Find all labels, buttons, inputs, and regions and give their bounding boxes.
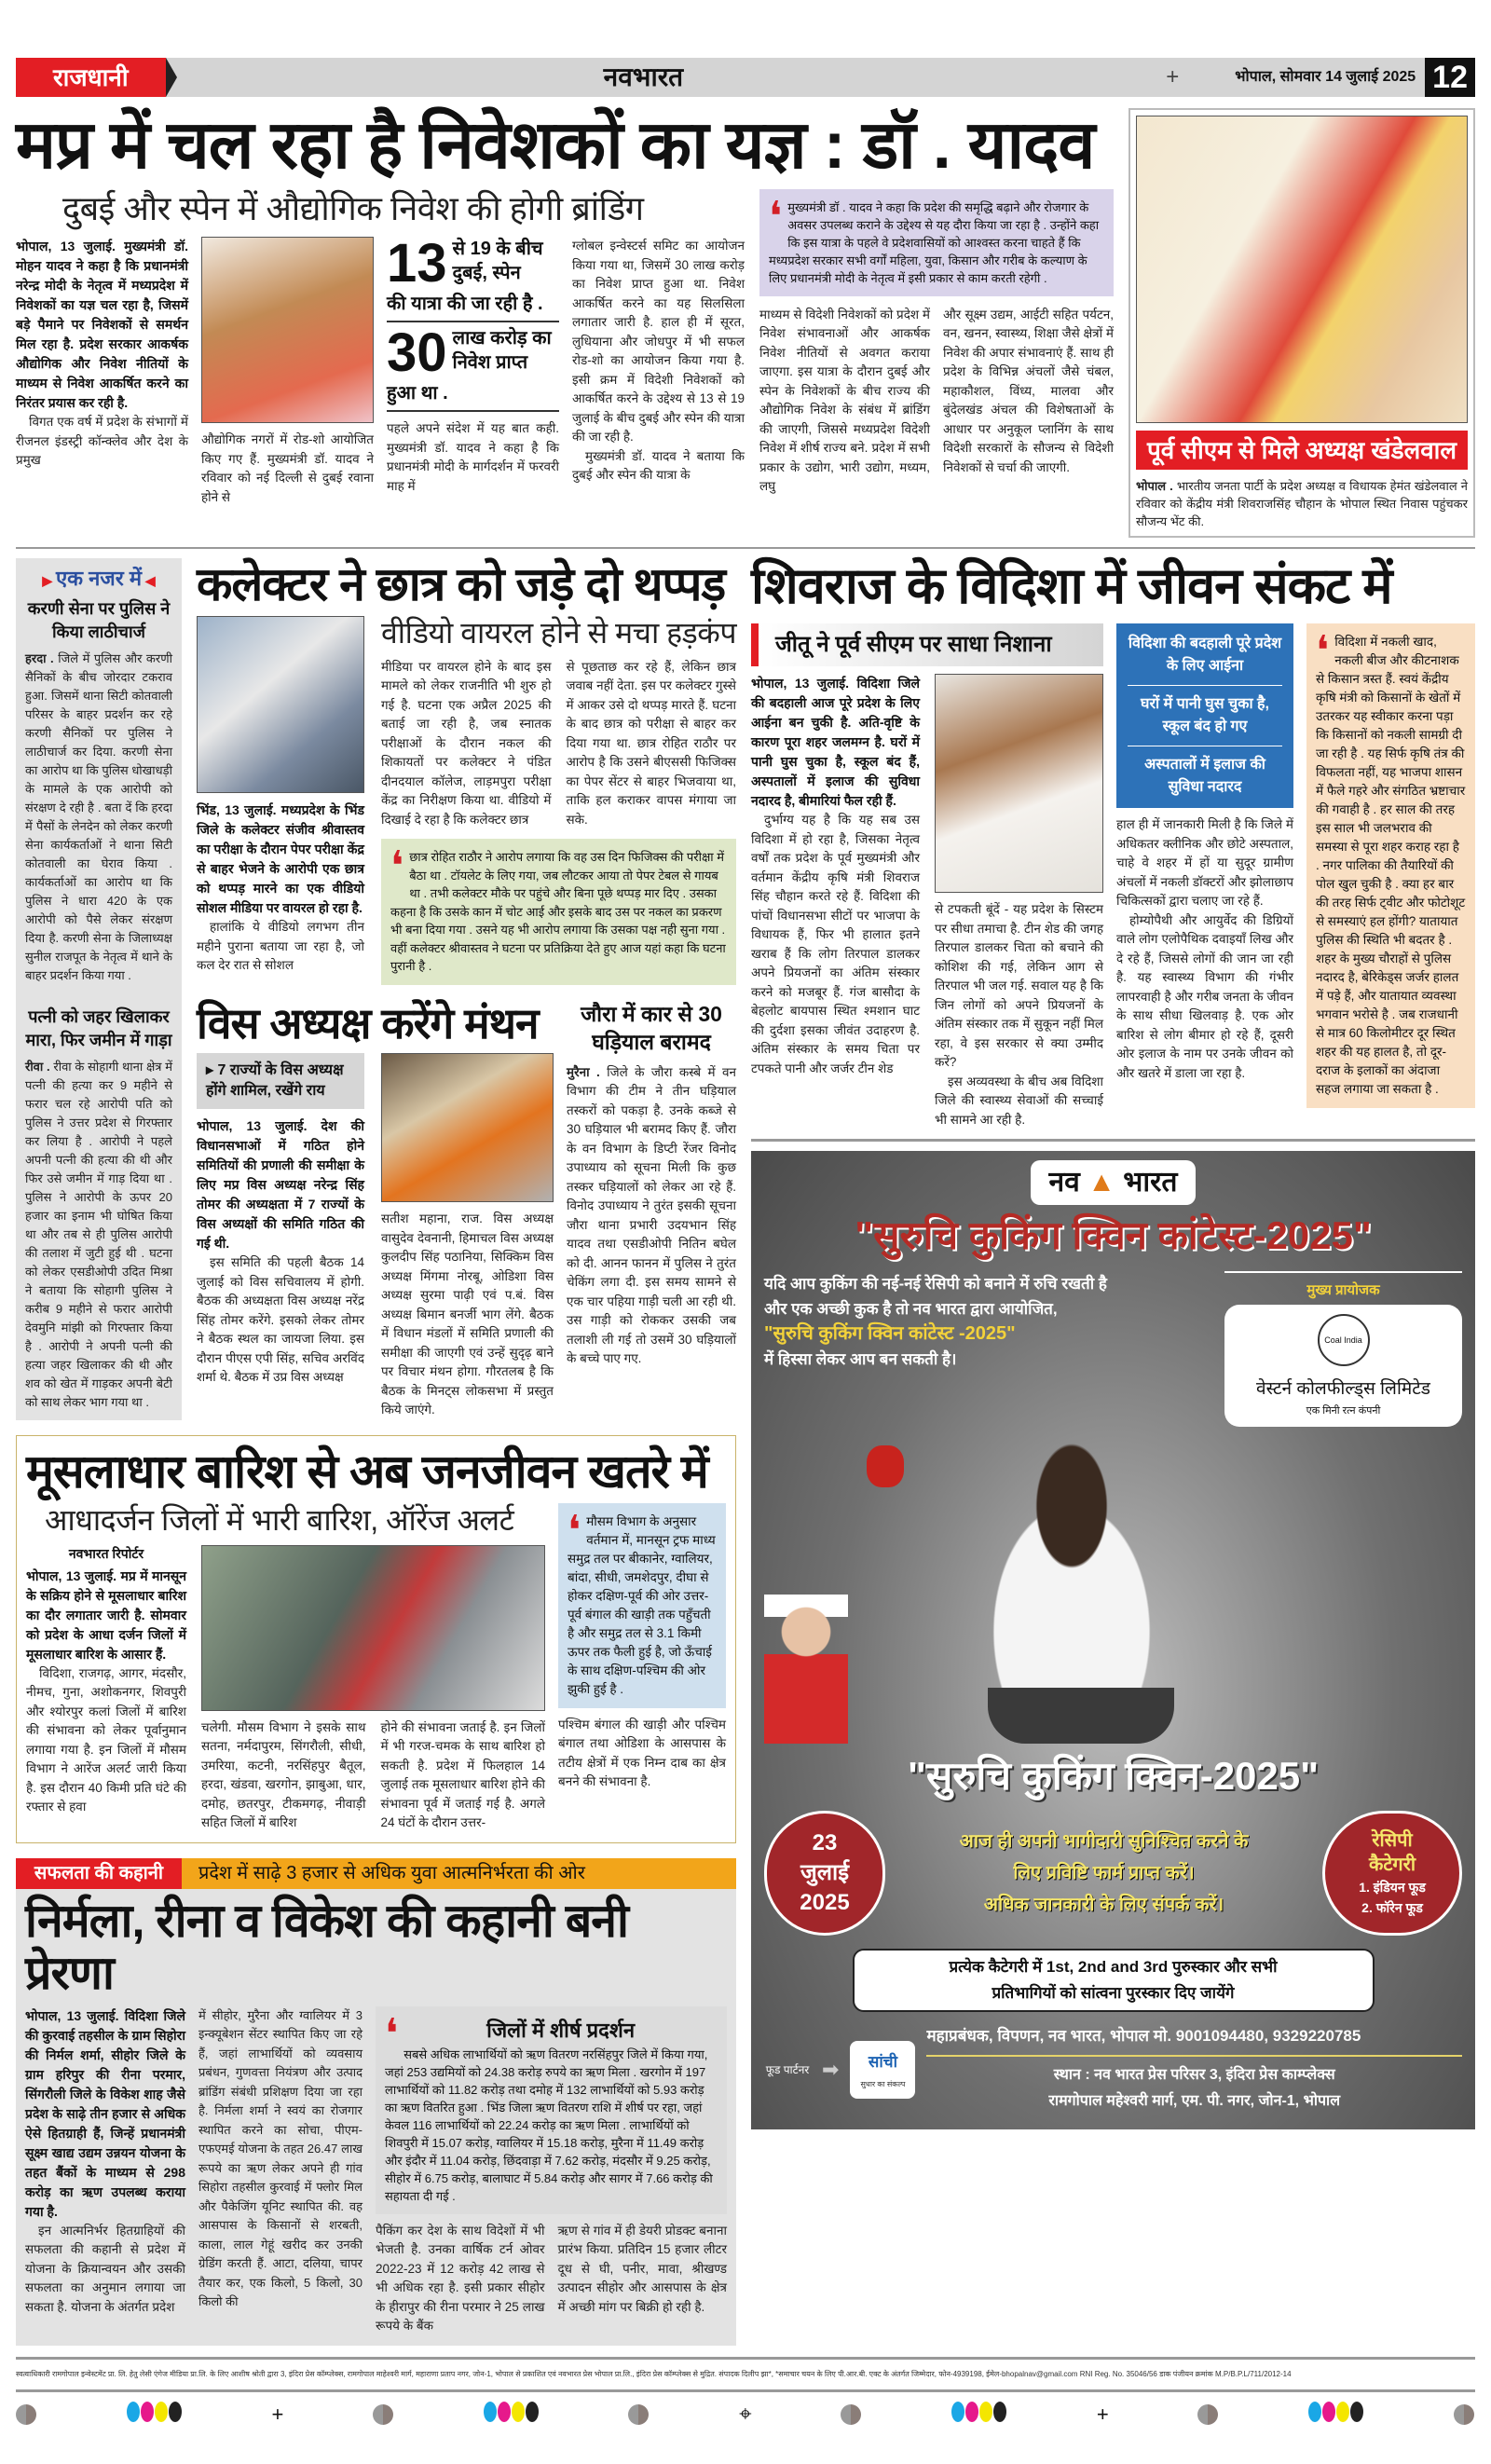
grey-dot-icon [628,2404,649,2425]
success-quote-box: ❛ जिलों में शीर्ष प्रदर्शन सबसे अधिक लाभार्थियों को ऋण वितरण नरसिंहपुर जिले में किया गया, जहां 253 उद्यमियों को 24.38 करोड़ रुपये का ऋण मिला . खरगोन में 197 लाभार्थियों को 11.82 करोड़ तथा दमोह में 132 लाभार्थियों को 5.93 करोड़ का ऋण वितरित हुआ . भिंड जिला ऋण वितरण राशि में शीर्ष पर रहा, जहां केवल 116 लाभार्थियों को 22.24 करोड़ का ऋण मिला . लाभार्थियों को शिवपुरी में 15.07 करोड़, ग्वालियर में 15.18 करोड़, मुरैना में 11.49 करोड़ और इंदौर में 11.04 करोड़, छिंदवाड़ा में 7.62 करोड़, मंदसौर में 9.25 करोड़, सीहोर में 6.75 करोड़, बालाघाट में 5.84 करोड़ और सागर में 7.66 करोड़ की सहायता दी गई . [376,2006,727,2214]
vis-headline: विस अध्यक्ष करेंगे मंथन [197,998,539,1047]
sidebar-text: जिले में पुलिस और करणी सैनिकों के बीच जोरदार टकराव हुआ. जिसमें थाना सिटी कोतवाली परिसर के बाहर प्रदर्शन कर रहे करणी सैनिकों पर पुलिस ने लाठीचार्ज कर दिया. करणी सेना का आरोप था कि पुलिस धोखाधड़ी के मामले के एक आरोपी को संरक्षण दे रही है . बता दें कि हरदा में पैसों के लेनदेन को लेकर करणी सेना कार्यकर्ताओं ने थाना सिटी कोतवाली का घेराव किया . कार्यकर्ताओं का आरोप था कि पुलिस ने धारा 420 के एक आरोपी को पैसे लेकर संरक्षण दिया है. करणी सेना के जिलाध्यक्ष सुनील राजपूत के नेतृत्व में थाने के बाहर प्रदर्शन किया गया . [25,651,172,982]
quote-mark-icon: ❛ [1316,627,1330,676]
cm-yadav-photo [201,237,374,423]
rain-headline: मूसलाधार बारिश से अब जनजीवन खतरे में [26,1444,708,1498]
ad-illustration [764,1436,1462,1744]
cmyk-dots-icon [1308,2402,1364,2427]
section-arrow-icon [166,58,177,97]
chef-woman-image [951,1436,1193,1716]
collector-quote-box: ❛ छात्र रोहित राठौर ने आरोप लगाया कि वह उस दिन फिजिक्स की परीक्षा में बैठा था . टॉयलेट के लिए गया, जब लौटकर आया तो पेपर टेबल से गायब था . तभी कलेक्टर मौके पर पहुंचे और बिना पूछे थप्पड़ मार दिए . उसका कहना है कि उसके कान में चोट आई और इसके बाद उस पर नकल का प्रकरण भी बना दिया गया . उसने यह भी आरोप लगाया कि उसका पक्ष नही सुना गया . वहीं कलेक्टर श्रीवास्तव ने घटना पर प्रतिक्रिया देते हुए आज यहां कहा कि घटना पुरानी है . [381,839,736,985]
cooking-pot-image [988,1688,1174,1744]
sidebar-place: हरदा . [25,651,54,665]
rain-col3: होने की संभावना जताई है. इन जिलों में भी गरज-चमक के साथ बारिश हो सकती है. प्रदेश में फिलहाल 14 जुलाई तक मूसलाधार बारिश होने की संभावना पूर्व में जताई गई है. अगले 24 घंटों के दौरान उत्तर- [380,1719,545,1830]
pepper-image [867,1445,904,1487]
sanchi-logo: सांची सुधार का संकल्प [850,2041,915,2099]
success-label: सफलता की कहानी [16,1858,182,1889]
shivraj-subhead-bar: जीतू ने पूर्व सीएम पर साधा निशाना [751,623,1103,666]
collector-col2: मीडिया पर वायरल होने के बाद इस मामले को लेकर राजनीति भी शुरु हो गई है. घटना एक अप्रैल 2025 की बताई जा रही है, जब स्नातक परीक्षाओं के दौरान नकल की शिकायतों पर कलेक्टर ने पंडित दीनदयाल कॉलेज, लाड़मपुरा परीक्षा केंद्र का निरीक्षण किया था. वीडियो में दिखाई दे रहा है कि कलेक्टर छात्र [381,659,552,827]
sidebar-ek-nazar [16,558,182,1420]
sidebar-headline: करणी सेना पर पुलिस ने किया लाठीचार्ज [27,599,171,641]
top-quote-box: ❛ मुख्यमंत्री डॉ . यादव ने कहा कि प्रदेश की समृद्धि बढ़ाने और रोजगार के अवसर उपलब्ध कराने के उद्देश्य से यह दौरा किया जा रहा है . उन्होंने कहा कि इस यात्रा के पहले वे प्रदेशवासियों को आश्वस्त करना चाहते हैं कि मध्यप्रदेश सरकार सभी वर्गों महिला, युवा, किसान और गरीब के कल्याण के लिए प्रधानमंत्री मोदी के नेतृत्व में इसी प्रकार से काम करती रहेगी . [759,189,1114,296]
sidebar-text: रीवा के सोहागी थाना क्षेत्र में पत्नी की हत्या कर 9 महीने से फरार चल रहे आरोपी पति को पुलिस ने उत्तर प्रदेश से गिरफ्तार कर लिया है . आरोपी ने पहले अपनी पत्नी की हत्या की थी और फिर उसे जमीन में गाड़ दिया था . पुलिस ने आरोपी के ऊपर 20 हजार का इनाम भी घोषित किया था और तब से ही पुलिस आरोपी की तलाश में जुटी हुई थी . घटना को लेकर एसडीओपी उदित मिश्रा ने बताया कि सोहागी पुलिस ने करीब 9 महीने से फरार आरोपी देवमुनि मांझी को गिरफ्तार किया है . आरोपी ने अपनी पत्नी की हत्या जहर खिलाकर की थी और शव को खेत में गाड़कर अपनी बेटी को साथ लेकर भाग गया था . [25,1060,172,1409]
ad-title-2: "सुरुचि कुकिंग क्विन-2025" [907,1753,1320,1798]
rain-photo [201,1545,545,1711]
ad-contact: महाप्रबंधक, विपणन, नव भारत, भोपाल मो. 9001094480, 9329220785 [926,2025,1462,2057]
vis-kicker: ▸ 7 राज्यों के विस अध्यक्ष होंगे शामिल, रखेंगे राय [197,1053,364,1109]
grey-dot-icon [841,2404,861,2425]
photo-story-place: भोपाल . [1136,479,1173,493]
rain-lead: भोपाल, 13 जुलाई. मप्र में मानसून के सक्रिय होने से मूसलाधार बारिश का दौर लगातार जारी है. सोमवार को प्रदेश के आधा दर्जन जिलों में मूसलाधार बारिश के आसार हैं. विदिशा, राजगढ़, आगर, मंदसौर, नीमच, गुना, अशोकनगर, शिवपुरी और श्योरपुर कलां जिलों में बारिश की संभावना को लेकर पूर्वानुमान लगाया गया है. इन जिलों में मौसम विभाग ने आरेंज अलर्ट जारी किया है. इस दौरान 40 किमी प्रति घंटे की रफ्तार से हवा [26,1567,186,1814]
target-crosshair-icon: ⌖ [739,2401,752,2427]
prize-box: प्रत्येक कैटेगरी में 1st, 2nd and 3rd पुरुस्कार और सभी प्रतिभागियों को सांत्वना पुरस्कार दिए जायेंगे [853,1949,1375,2012]
recipe-category-badge: रेसिपी कैटेगरी 1. इंडियन फूड 2. फॉरेन फूड [1322,1811,1462,1936]
highlight-item: घरों में पानी घुस चुका है, स्कूल बंद हो गए [1128,686,1282,746]
grey-dot-icon [1197,2404,1218,2425]
jaura-place: मुरैना . [567,1064,600,1079]
imprint-line: स्वत्वाधिकारी रामगोपाल इन्वेस्टमेंट प्रा. लि. हेतु लेसी एंगेज मीडिया प्रा.लि. के लिए आशीष श्रोती द्वारा 3, इंदिरा प्रेस कॉम्प्लेक्स, रामगोपाल माहेश्वरी मार्ग, महाराणा प्रताप नगर, जोन-1, भोपाल से प्रकाशित एवं नवभारत प्रेस भोपाल प्रा.लि., इंदिरा प्रेस कॉम्प्लेक्स से मुद्रित. संपादक दिलीप झा*, *समाचार चयन के लिए पी.आर.बी. एक्ट के अंतर्गत जिम्मेदार, फोन-4939198, ईमेल-bhopalnav@gmail.com RNI Reg. No. 35046/56 डाक पंजीयन क्रमांक M.P/B.P.L/711/2012-14 [16,2369,1292,2378]
ad-venue: स्थान : नव भारत प्रेस परिसर 3, इंदिरा प्रेस काम्प्लेक्स रामगोपाल महेश्वरी मार्ग, एम. पी. नगर, जोन-1, भोपाल [1048,2067,1341,2110]
fact-number: 13 [387,233,447,294]
collector-video-photo [197,616,364,793]
crosshair-icon: + [1166,64,1180,89]
top-col5: माध्यम से विदेशी निवेशकों को प्रदेश में निवेश संभावनाओं और आकर्षक निवेश नीतियों से अवगत कराया जाएगा. इस यात्रा के दौरान दुबई और स्पेन के निवेशकों के बीच राज्य की औद्योगिक निवेश के संबंध में ब्रांडिंग की जाएगी, जिससे मध्यप्रदेश विदेशी निवेश में शीर्ष राज्य बने. प्रदेश में सभी प्रकार के उद्योग, भारी उद्योग, मध्यम, लघु [759,307,930,494]
quote-mark-icon: ❛ [568,1506,581,1554]
success-story-box [16,1858,736,2346]
sponsor-box [1224,1305,1462,1427]
cooking-contest-ad [751,1151,1475,2129]
grey-dot-icon [16,2404,36,2425]
crosshair-icon: + [271,2402,284,2426]
divider [16,547,1475,549]
sidebar-place: रीवा . [25,1060,50,1074]
arrow-left-icon: ◀ [141,573,156,588]
success-kicker: प्रदेश में साढ़े 3 हजार से अधिक युवा आत्मनिर्भरता की ओर [182,1858,736,1889]
divider [16,2357,1475,2360]
success-col3: पैकिंग कर देश के साथ विदेशों में भी भेजती है. उनका वार्षिक टर्न ओवर 2022-23 में 12 करोड़ 42 लाख से भी अधिक रहा है. इसी प्रकार सीहोर के हीरापुर की रीना परमार ने 25 लाख रूपये के बैंक [376,2223,545,2334]
shivraj-highlight-box [1116,623,1293,808]
ad-intro: यदि आप कुकिंग की नई-नई रेसिपी को बनाने में रुचि रखती है और एक अच्छी कुक है तो नव भारत द्वारा आयोजित, "सुरुचि कुकिंग क्विन कांटेस्ट -2025" में हिस्सा लेकर आप बन सकती है। [764,1274,1107,1368]
photo-story-text: भारतीय जनता पार्टी के प्रदेश अध्यक्ष व विधायक हेमंत खंडेलवाल ने रविवार को केंद्रीय मंत्री शिवराजसिंह चौहान के भोपाल स्थित निवास पहुंचकर सौजन्य भेंट की. [1136,479,1468,528]
top-lead: भोपाल, 13 जुलाई. मुख्यमंत्री डॉ. मोहन यादव ने कहा है कि प्रधानमंत्री नरेन्द्र मोदी के नेतृत्व में मध्यप्रदेश में निवेशकों का यज्ञ चल रहा है, जिसमें बड़े पैमाने पर निवेशकों से समर्थन मिल रहा है. प्रदेश सरकार आकर्षक औद्योगिक और निवेश नीतियों के माध्यम से निवेश आकर्षित करने का निरंतर प्रयास कर रही है. विगत एक वर्ष में प्रदेश के संभागों में रीजनल इंडस्ट्री कॉन्क्लेव और देश के प्रमुख [16,239,188,468]
date-badge: 23 जुलाई 2025 [764,1811,885,1936]
success-col2: में सीहोर, मुरैना और ग्वालियर में 3 इन्क्यूबेशन सेंटर स्थापित किए जा रहे हैं, जहां लाभार्थियों को व्यवसाय प्रबंधन, गुणवत्ता नियंत्रण और उत्पाद ब्रांडिंग संबंधी प्रशिक्षण दिया जा रहा है. निर्मला शर्मा ने स्वयं का रोजगार स्थापित करने का सोचा, पीएम-एफएमई योजना के तहत 26.47 लाख रूपये का ऋण लेकर अपने ही गांव सिहोरा तहसील कुरवाई में फ्लोर मिल और पैकेजिंग यूनिट स्थापित की. वह आसपास के किसानों से शरबती, काला, लाल गेहूं खरीद कर उनकी ग्रेडिंग करती हैं. आटा, दलिया, चापर तैयार कर, एक किलो, 5 किलो, 30 किलो की [198,2007,362,2309]
ad-title: "सुरुचि कुकिंग क्विन कांटेस्ट-2025" [855,1213,1372,1258]
sponsor-label: मुख्य प्रायोजक [1224,1271,1462,1299]
sidebar-headline: पत्नी को जहर खिलाकर मारा, फिर जमीन में गाड़ा [25,1007,172,1049]
rain-quote-box: ❛ मौसम विभाग के अनुसार वर्तमान में, मानसून ट्रफ माध्य समुद्र तल पर बीकानेर, ग्वालियर, बांदा, सीधी, जमशेदपुर, दीघा से होकर दक्षिण-पूर्व की ओर उत्तर-पूर्व बंगाल की खाड़ी तक पहुँचती है और समुद्र तल से 3.1 किमी ऊपर तक फैली हुई है, जो ऊँचाई के साथ दक्षिण-पश्चिम की ओर झुकी हुई है . [558,1503,726,1708]
top-col4: ग्लोबल इन्वेस्टर्स समिट का आयोजन किया गया था, जिसमें 30 लाख करोड़ का निवेश प्राप्त हुआ था. निवेश आकर्षित करने का यह सिलसिला लगातार जारी है. हाल ही में सूरत, लुधियाना और जोधपुर में भी सफल रोड-शो का आयोजन किया गया है. इसी क्रम में विदेशी निवेशकों को आकर्षित करने के उद्देश्य से 13 से 19 जुलाई के बीच दुबई और स्पेन की यात्रा की जा रही है. मुख्यमंत्री डॉ. यादव ने बताया कि दुबई और स्पेन की यात्रा के [572,239,745,483]
jitu-patwari-photo [935,674,1103,893]
top-col2: औद्योगिक नगरों में रोड-शो आयोजित किए गए हैं. मुख्यमंत्री डॉ. यादव ने रविवार को नई दिल्ली से दुबई रवाना होने से [201,432,374,504]
shivraj-lead: भोपाल, 13 जुलाई. विदिशा जिले की बदहाली आज पूरे प्रदेश के लिए आईना बन चुकी है. अति-वृष्टि के कारण पूरा शहर जलमग्न है. घरों में पानी घुस चुका है, स्कूल बंद हैं, अस्पतालों में इलाज की सुविधा नदारद है, बीमारियां फैल रही हैं. दुर्भाग्य यह है कि यह सब उस विदिशा में हो रहा है, जिसका नेतृत्व वर्षों तक प्रदेश के पूर्व मुख्यमंत्री और वर्तमान केंद्रीय कृषि मंत्री शिवराज सिंह चौहान करते रहे हैं. विदिशा की पांचों विधानसभा सीटों पर भाजपा के विधायक हैं, फिर भी हालात इतने खराब हैं कि लोग तिरपाल डालकर अपने प्रियजनों का अंतिम संस्कार करने को मजबूर हैं. गंज बासौदा के बेहलोट बायपास स्थित श्मशान घाट की दुर्दशा इसका जीवंत उदाहरण है. अंतिम संस्कार के समय चिता पर टपकते पानी और जर्जर टीन शेड [751,676,920,1075]
jaura-headline: जौरा में कार से 30 घड़ियाल बरामद [581,1001,722,1054]
quote-mark-icon: ❛ [769,192,783,240]
cmyk-dots-icon [127,2402,183,2427]
shivraj-col2: से टपकती बूंदें - यह प्रदेश के सिस्टम पर सीधा तमाचा है. टीन शेड की जगह तिरपाल डालकर चिता को बचाने की कोशिश की गई, लेकिन आग से तिरपाल भी जल गई. सवाल यह है कि जिन लोगों को अपने प्रियजनों के अंतिम संस्कार तक में सुकून नहीं मिल रहा, वे इस सरकार से क्या उम्मीद करें? इस अव्यवस्था के बीच अब विदिशा जिले की स्वास्थ्य सेवाओं की सच्चाई भी सामने आ रही है. [935,902,1103,1127]
arrow-right-icon: ▸ [206,1062,218,1079]
arrow-right-icon: ▶ [42,573,56,588]
navbharat-logo: नव ▲ भारत [1031,1160,1197,1205]
divider [751,1139,1475,1142]
fact-number: 30 [387,322,447,384]
box-title: जिलों में शीर्ष प्रदर्शन [486,2018,636,2042]
success-headline: निर्मला, रीना व विकेश की कहानी बनी प्रेरणा [25,1894,628,1999]
top-col6: और सूक्ष्म उद्यम, आईटी सहित पर्यटन, वन, खनन, स्वास्थ्य, शिक्षा जैसे क्षेत्रों में निवेश की अपार संभावनाएं हैं. साथ ही प्रदेश के विभिन्न अंचलों जैसे चंबल, महाकौशल, विंध्य, मालवा और बुंदेलखंड अंचल की विशेषताओं के आधार पर अनुकूल प्लानिंग के साथ विदेशी सरकारों के सौजन्य से विदेशी निवेशकों से चर्चा की जाएगी. [943,307,1114,474]
vis-col2: सतीश महाना, राज. विस अध्यक्ष वासुदेव देवनानी, हिमाचल विस अध्यक्ष कुलदीप सिंह पठानिया, सिक्किम विस अध्यक्ष मिंगमा नोरबू, ओडिशा विस अध्यक्ष सुरमा पाढ़ी एवं प.बं. विस अध्यक्ष बिमान बनर्जी भाग लेंगे. बैठक में विधान मंडलों में समिति प्रणाली की समीक्षा की जाएगी एवं उन्हें सुदृढ़ बाने पर विचार मंथन होगा. गौरतलब है कि बैठक के मिनट्स लोकसभा में प्रस्तुत किये जाएंगे. [381,1211,554,1417]
top-col3: पहले अपने संदेश में यह बात कही. मुख्यमंत्री डॉ. यादव ने कहा है कि प्रधानमंत्री मोदी के मार्गदर्शन में फरवरी माह में [387,421,559,493]
masthead-bar [16,58,1475,97]
rain-byline: नवभारत रिपोर्टर [68,1545,144,1561]
cmyk-dots-icon [484,2402,540,2427]
sponsor-tagline: एक मिनी रत्न कंपनी [1306,1404,1381,1417]
paper-name: नवभारत [603,62,684,91]
dateline: भोपाल, सोमवार 14 जुलाई 2025 [1235,69,1416,85]
highlight-item: विदिशा की बदहाली पूरे प्रदेश के लिए आईना [1128,633,1282,686]
chef-mascot-image [764,1595,848,1744]
ad-cta: आज ही अपनी भागीदारी सुनिश्चित करने के लिए प्रविष्टि फार्म प्राप्त करें। अधिक जानकारी के लिए संपर्क करें। [959,1831,1249,1916]
shivraj-quote-box: ❛ विदिशा में नकली खाद, नकली बीज और कीटनाशक से किसान त्रस्त हैं. स्वयं केंद्रीय कृषि मंत्री को किसानों के खेतों में उतरकर यह स्वीकार करना पड़ा कि किसानों को नकली सामग्री दी जा रही है . यह सिर्फ कृषि तंत्र की विफलता नहीं, यह भाजपा शासन में फैले गहरे और संगठित भ्रष्टाचार की गवाही है . हर साल की तरह इस साल भी जलभराव की समस्या से पूरा शहर कराह रहा है . नगर पालिका की तैयारियों की पोल खुल चुकी है . क्या हर बार की तरह सिर्फ ट्वीट और फोटोशूट से समस्याएं हल होंगी? यातायात पुलिस की स्थिति भी बदतर है . शहर के मुख्य चौराहों से पुलिस नदारद है, बेरिकेड्स जर्जर हालत में पड़े हैं, और यातायात व्यवस्था भगवान भरोसे है . जब राजधानी से मात्र 60 किलोमीटर दूर स्थित शहर की यह हालत है, तो दूर-दराज के इलाकों का अंदाजा सहज लगाया जा सकता है . [1306,623,1475,1108]
coal-india-logo: Coal India [1318,1314,1370,1366]
arrow-right-icon: ➡ [822,2058,840,2082]
shivraj-col3: हाल ही में जानकारी मिली है कि जिले में अधिकतर क्लीनिक और छोटे अस्पताल, चाहे वे शहर में हों या सुदूर ग्रामीण अंचलों में नकली डॉक्टरों और झोलाछाप चिकित्सकों द्वारा चलाए जा रहे हैं. होम्योपैथी और आयुर्वेद की डिग्रियों वाले लोग एलोपैथिक दवाइयाँ लिख और दे रहे हैं, जिससे लोगों की जान जा रही है. यह स्वास्थ्य विभाग की गंभीर लापरवाही है और गरीब जनता के जीवन के साथ सीधा खिलवाड़ है. एक ओर बारिश से लोग बीमार हो रहे हैं, दूसरी ओर इलाज के नाम पर उनके जीवन को और खतरे में डाला जा रहा है. [1116,817,1293,1080]
photo-story-box [1129,108,1475,538]
jaura-text: मुरैना . जिले के जौरा कस्बे में वन विभाग की टीम ने तीन घड़ियाल तस्करों को पकड़ा है. उनके कब्जे से 30 घड़ियाल भी बरामद किए हैं. जौरा के वन विभाग के डिप्टी रेंजर विनोद उपाध्याय को सूचना मिली कि कुछ तस्कर घड़ियालों को लेकर आ रहे हैं. विनोद उपाध्याय ने तुरंत इसकी सूचना जौरा थाना प्रभारी उदयभान सिंह यादव तथा एसडीओपी नितिन बघेल को दी. आनन फानन में पुलिस ने तुरंत चेकिंग लगा दी. इस समय सामने से एक चार पहिया गाड़ी चली आ रही थी. उस गाड़ी को रोककर उसकी जब तलाशी ली गई तो उसमें 30 घड़ियालों के बच्चे पाए गए. [567,1064,736,1366]
sidebar-title: एक नजर में [56,567,142,590]
fact-text: हुआ था . [387,380,559,412]
top-headline: मप्र में चल रहा है निवेशकों का यज्ञ : डॉ . यादव [16,108,1095,183]
vis-lead: भोपाल, 13 जुलाई. देश की विधानसभाओं में गठित होने समितियों की प्रणाली की समीक्षा के लिए मप्र विस अध्यक्ष नरेन्द्र सिंह तोमर की अध्यक्षता में 7 राज्यों के विस अध्यक्षों की समिति गठित की गई थी. इस समिति की पहली बैठक 14 जुलाई को विस सचिवालय में होगी. बैठक की अध्यक्षता विस अध्यक्ष नरेंद्र सिंह तोमर करेंगे. इसको लेकर तोमर ने बैठक स्थल का जायजा लिया. इस दौरान पीएस एपी सिंह, सचिव अरविंद शर्मा थे. बैठक में उप्र विस अध्यक्ष [197,1118,364,1385]
rain-col4: पश्चिम बंगाल की खाड़ी और पश्चिम बंगाल तथा ओडिशा के आसपास के तटीय क्षेत्रों में एक निम्न दाब का क्षेत्र बनने की संभावना है. [558,1717,726,1789]
highlight-item: अस्पतालों में इलाज की सुविधा नदारद [1144,757,1265,796]
quote-mark-icon: ❛ [390,842,404,891]
top-fact-box [387,233,559,412]
food-partner-label: फूड पार्टनर [765,2063,810,2077]
section-label: राजधानी [16,58,166,97]
cmyk-dots-icon [951,2402,1007,2427]
collector-headline: कलेक्टर ने छात्र को जड़े दो थप्पड़ [197,558,726,610]
page-number: 12 [1425,58,1475,97]
shivraj-headline: शिवराज के विदिशा में जीवन संकट में [751,558,1392,614]
vis-adhyaksh-photo [381,1053,554,1202]
collector-subhead: वीडियो वायरल होने से मचा हड़कंप [381,616,736,650]
grey-dot-icon [373,2404,393,2425]
grey-dot-icon [1454,2404,1474,2425]
success-lead: भोपाल, 13 जुलाई. विदिशा जिले की कुरवाई तहसील के ग्राम सिहोरा की निर्मल शर्मा, सीहोर जिले के ग्राम हरिपुर की रीना परमार, सिंगरौली जिले के विकेश शाह जैसे प्रदेश के साढ़े तीन हजार से अधिक ऐसे हितग्राही हैं, जिन्हें प्रधानमंत्री सूक्ष्म खाद्य उद्यम उन्नयन योजना के तहत बैंकों के माध्यम से 298 करोड़ का ऋण उपलब्ध कराया गया है. इन आत्मनिर्भर हितग्राहियों की सफलता की कहानी से प्रदेश में योजना के क्रियान्वयन और उसकी सफलता का अनुमान लगाया जा सकता है. योजना के अंतर्गत प्रदेश [25,2007,185,2314]
registration-marks [16,2402,1475,2428]
rain-subhead: आधादर्जन जिलों में भारी बारिश, ऑरेंज अलर्ट [45,1502,514,1537]
collector-col3: से पूछताछ कर रहे हैं, लेकिन छात्र जवाब नहीं देता. इस पर कलेक्टर गुस्से में आकर उसे दो थप्पड़ मारते हैं. घटना के बाद छात्र को परीक्षा से बाहर कर दिया गया था. छात्र रोहित राठौर पर आरोप है कि उसने बीएससी फिजिक्स का पेपर सेंटर से बाहर भिजवाया था, ताकि हल कराकर वापस मंगाया जा सके. [566,659,736,827]
fact-text: लाख करोड़ का निवेश प्राप्त [452,328,552,374]
fact-text: से 19 के बीच दुबई, स्पेन [452,239,543,284]
sponsor-name: वेस्टर्न कोलफील्ड्स लिमिटेड [1256,1378,1430,1399]
photo-caption: पूर्व सीएम से मिले अध्यक्ष खंडेलवाल [1136,431,1468,470]
success-col4: ऋण से गांव में ही डेयरी प्रोडक्ट बनाना प्रारंभ किया. प्रतिदिन 15 हजार लीटर दूध से घी, पनीर, मावा, श्रीखण्ड उत्पादन सीहोर और आसपास के क्षेत्र में अच्छी मांग पर बिक्री हो रही है. [557,2223,727,2314]
quote-mark-icon: ❛ [385,2009,399,2058]
rain-story-box [16,1435,736,1843]
rain-col2: चलेगी. मौसम विभाग ने इसके साथ सतना, नर्मदापुरम, सिंगरौली, सीधी, उमरिया, कटनी, नरसिंहपुर बैतूल, हरदा, खंडवा, खरगोन, झाबुआ, धार, दमोह, छतरपुर, टीकमगढ़, नीवाड़ी सहित जिलों में बारिश [201,1719,366,1830]
fact-text: की यात्रा की जा रही है . [387,291,559,322]
top-subhead: दुबई और स्पेन में औद्योगिक निवेश की होगी ब्रांडिंग [62,188,644,227]
collector-lead: भिंड, 13 जुलाई. मध्यप्रदेश के भिंड जिले के कलेक्टर संजीव श्रीवास्तव का परीक्षा के दौरान पेपर परीक्षा केंद्र से बाहर भेजने के आरोपी एक छात्र को थप्पड़ मारने का एक वीडियो सोशल मीडिया पर वायरल हो रहा है. हालांकि ये वीडियो लगभग तीन महीने पुराना बताया जा रहा है, जो कल देर रात से सोशल [197,802,364,972]
divider [16,2389,1475,2392]
crosshair-icon: + [1096,2402,1109,2426]
khandelwal-shivraj-photo [1136,116,1468,423]
